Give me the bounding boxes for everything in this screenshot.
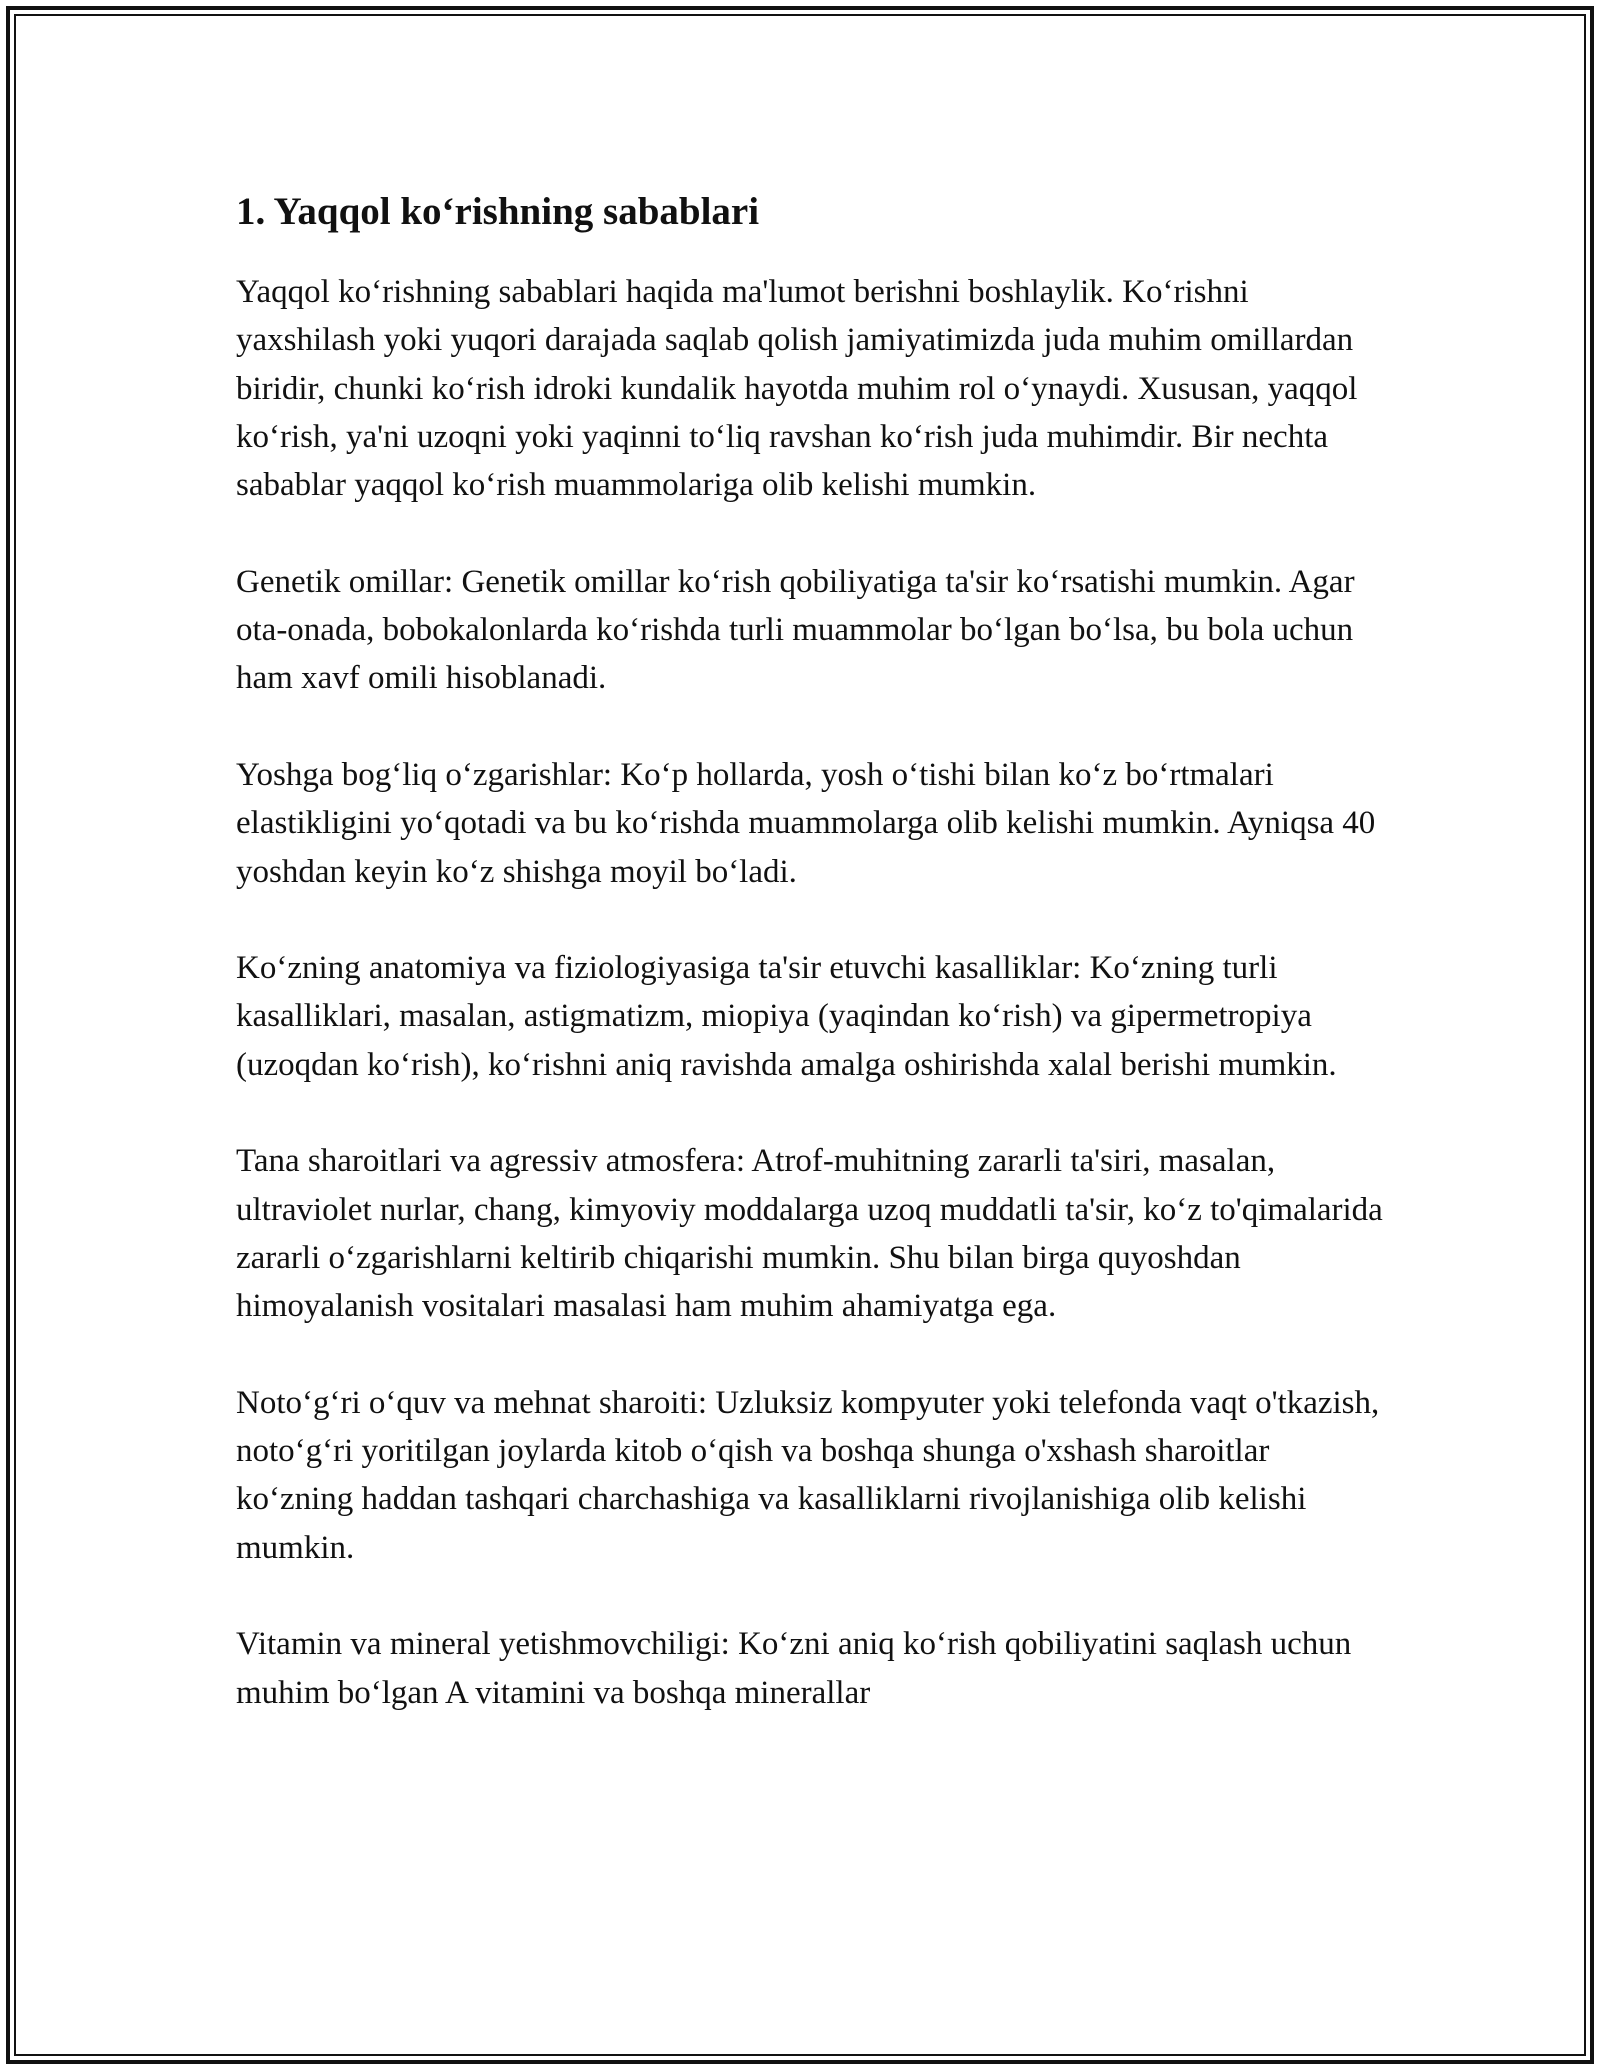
document-body bbox=[236, 184, 1386, 1717]
paragraph-work-conditions: Notoʻgʻri oʻquv va mehnat sharoiti: Uzluksiz kompyuter yoki telefonda vaqt o'tkazish, notoʻgʻri yoritilgan joylarda kitob oʻqish va boshqa shunga o'xshash sharoitlar koʻzning haddan tashqari charchashiga va kasalliklarni rivojlanishiga olib kelishi mumkin. bbox=[236, 1384, 1380, 1566]
paragraph-genetic-factors: Genetik omillar: Genetik omillar koʻrish qobiliyatiga ta'sir koʻrsatishi mumkin. Agar ota-onada, bobokalonlarda koʻrishda turli muammolar boʻlgan boʻlsa, bu bola uchun ham xavf omili hisoblanadi. bbox=[236, 563, 1355, 697]
paragraph-eye-diseases: Koʻzning anatomiya va fiziologiyasiga ta'sir etuvchi kasalliklar: Koʻzning turli kasalliklari, masalan, astigmatizm, miopiya (yaqindan koʻrish) va gipermetropiya (uzoqdan koʻrish), koʻrishni aniq ravishda amalga oshirishda xalal berishi mumkin. bbox=[236, 950, 1337, 1083]
paragraph-environment: Tana sharoitlari va agressiv atmosfera: Atrof-muhitning zararli ta'siri, masalan, ultraviolet nurlar, chang, kimyoviy moddalarga uzoq muddatli ta'sir, koʻz to'qimalarida zararli oʻzgarishlarni keltirib chiqarishi mumkin. Shu bilan birga quyoshdan himoyalanish vositalari masalasi ham muhim ahamiyatga ega. bbox=[236, 1143, 1383, 1325]
paragraph-age-changes: Yoshga bogʻliq oʻzgarishlar: Koʻp hollarda, yosh oʻtishi bilan koʻz boʻrtmalari elastikligini yoʻqotadi va bu koʻrishda muammolarga olib kelishi mumkin. Ayniqsa 40 yoshdan keyin koʻz shishga moyil boʻladi. bbox=[236, 756, 1376, 890]
paragraph-intro: Yaqqol koʻrishning sabablari haqida ma'lumot berishni boshlaylik. Koʻrishni yaxshilash yoki yuqori darajada saqlab qolish jamiyatimizda juda muhim omillardan biridir, chunki koʻrish idroki kundalik hayotda muhim rol oʻynaydi. Xususan, yaqqol koʻrish, ya'ni uzoqni yoki yaqinni toʻliq ravshan koʻrish juda muhimdir. Bir nechta sabablar yaqqol koʻrish muammolariga olib kelishi mumkin. bbox=[236, 274, 1358, 504]
section-heading: 1. Yaqqol koʻrishning sabablari bbox=[236, 190, 760, 233]
paragraph-vitamin-deficiency: Vitamin va mineral yetishmovchiligi: Koʻzni aniq koʻrish qobiliyatini saqlash uchun muhim boʻlgan A vitamini va boshqa minerallar bbox=[236, 1626, 1352, 1711]
